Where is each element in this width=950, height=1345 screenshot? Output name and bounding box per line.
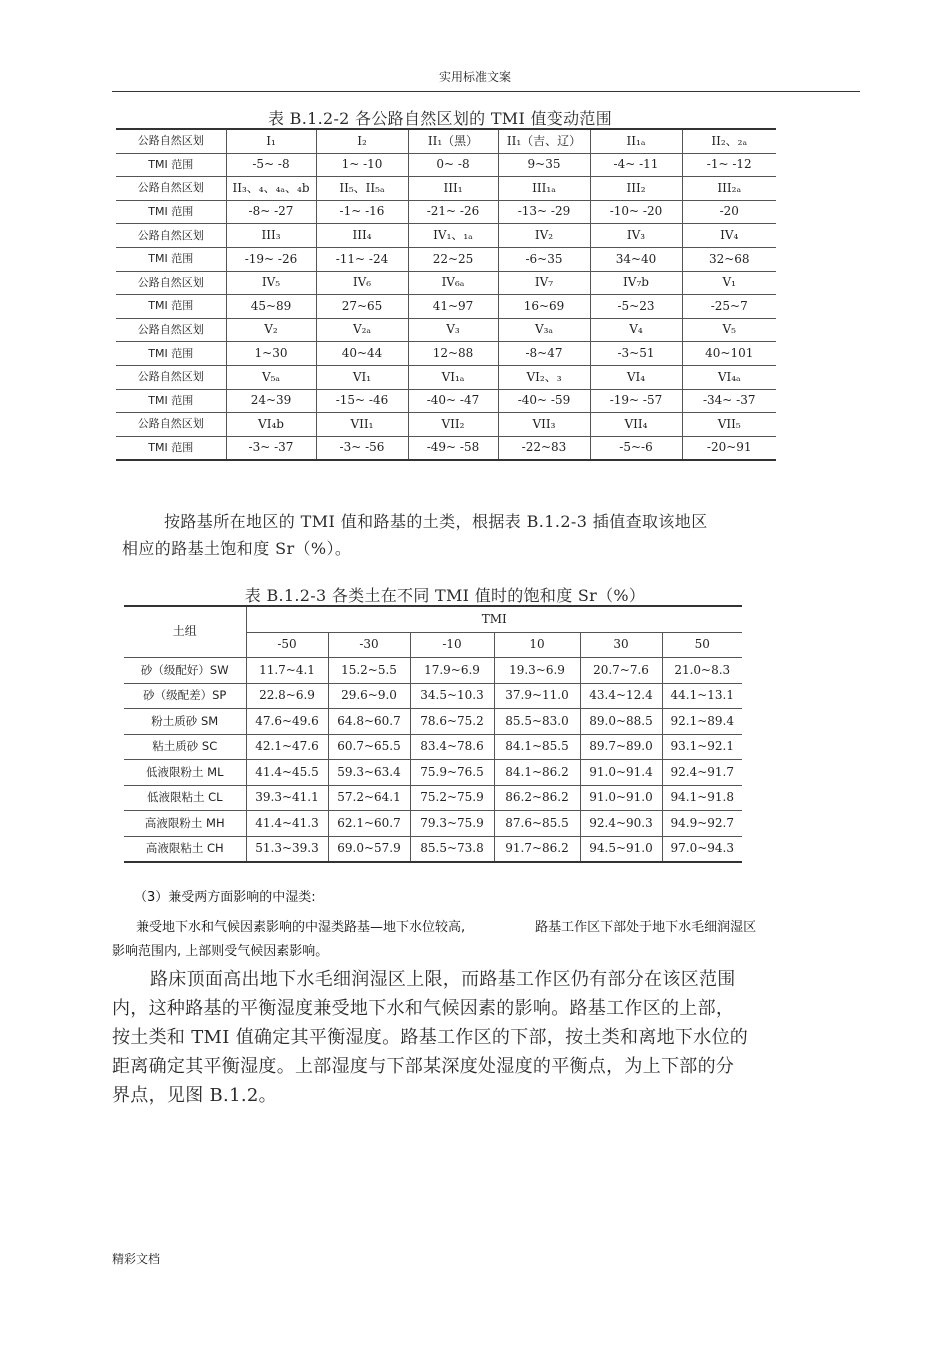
table-cell: I₂	[316, 129, 408, 153]
saturation-cell: 11.7~4.1	[246, 658, 328, 684]
table-cell: 24~39	[226, 389, 316, 413]
table-cell: -1~ -16	[316, 200, 408, 224]
table-cell: III₃	[226, 224, 316, 248]
saturation-cell: 39.3~41.1	[246, 785, 328, 811]
region-row	[116, 318, 776, 342]
region-row	[116, 224, 776, 248]
table-cell: -20~91	[682, 436, 776, 460]
row-label: 公路自然区划	[116, 365, 226, 389]
tmi-range-row	[116, 200, 776, 224]
table-cell: VI₂、₃	[498, 365, 590, 389]
table-cell: II₃、₄、₄ₐ、₄b	[226, 177, 316, 201]
soil-label: 高液限粉土 MH	[124, 811, 246, 837]
body-line-part: 路基工作区下部处于地下水毛细润湿区	[535, 920, 757, 935]
row-label: TMI 范围	[116, 342, 226, 366]
saturation-cell: 83.4~78.6	[410, 734, 494, 760]
saturation-cell: 92.1~89.4	[662, 709, 742, 735]
table-cell: -8~ -27	[226, 200, 316, 224]
paragraph-line: 按土类和 TMI 值确定其平衡湿度。路基工作区的下部，按土类和离地下水位的	[112, 1027, 749, 1048]
tmi-range-table	[116, 128, 776, 461]
table-cell: VI₄	[590, 365, 682, 389]
saturation-cell: 85.5~73.8	[410, 836, 494, 862]
table-cell: IV₁、₁ₐ	[408, 224, 498, 248]
page-footer: 精彩文档	[112, 1252, 161, 1266]
soil-label: 砂（级配差）SP	[124, 683, 246, 709]
table-cell: II₅、II₅ₐ	[316, 177, 408, 201]
saturation-cell: 92.4~90.3	[580, 811, 662, 837]
table-cell: -6~35	[498, 247, 590, 271]
paragraph-line: 内，这种路基的平衡湿度兼受地下水和气候因素的影响。路基工作区的上部，	[112, 998, 735, 1019]
tmi-value-header: -50	[246, 632, 328, 658]
table-cell: 1~ -10	[316, 153, 408, 177]
tmi-range-row	[116, 295, 776, 319]
saturation-cell: 20.7~7.6	[580, 658, 662, 684]
tmi-range-row	[116, 436, 776, 460]
saturation-cell: 89.0~88.5	[580, 709, 662, 735]
saturation-cell: 51.3~39.3	[246, 836, 328, 862]
row-label: 公路自然区划	[116, 271, 226, 295]
row-label: 公路自然区划	[116, 129, 226, 153]
table-cell: IV₅	[226, 271, 316, 295]
table-cell: -34~ -37	[682, 389, 776, 413]
body-line: 影响范围内, 上部则受气候因素影响。	[112, 944, 329, 959]
saturation-cell: 69.0~57.9	[328, 836, 410, 862]
saturation-cell: 78.6~75.2	[410, 709, 494, 735]
row-label: 公路自然区划	[116, 224, 226, 248]
table-cell: 0~ -8	[408, 153, 498, 177]
table-cell: 27~65	[316, 295, 408, 319]
row-label: TMI 范围	[116, 436, 226, 460]
table-cell: II₁ₐ	[590, 129, 682, 153]
table-cell: VII₃	[498, 413, 590, 437]
soil-row	[124, 683, 742, 709]
paragraph-line: 按路基所在地区的 TMI 值和路基的土类，根据表 B.1.2-3 插值查取该地区	[164, 512, 708, 531]
saturation-cell: 59.3~63.4	[328, 760, 410, 786]
table-cell: -3~ -56	[316, 436, 408, 460]
row-label: TMI 范围	[116, 389, 226, 413]
paragraph-line: 相应的路基土饱和度 Sr（%）。	[122, 539, 352, 558]
saturation-cell: 19.3~6.9	[494, 658, 580, 684]
saturation-cell: 41.4~41.3	[246, 811, 328, 837]
saturation-cell: 22.8~6.9	[246, 683, 328, 709]
table-cell: IV₂	[498, 224, 590, 248]
table-cell: IV₇b	[590, 271, 682, 295]
saturation-cell: 94.1~91.8	[662, 785, 742, 811]
saturation-cell: 89.7~89.0	[580, 734, 662, 760]
table-cell: V₂ₐ	[316, 318, 408, 342]
table-cell: -11~ -24	[316, 247, 408, 271]
table-cell: IV₃	[590, 224, 682, 248]
paragraph-line: 路床顶面高出地下水毛细润湿区上限，而路基工作区仍有部分在该区范围	[150, 969, 736, 990]
region-row	[116, 413, 776, 437]
table-cell: 22~25	[408, 247, 498, 271]
header-divider	[112, 91, 860, 92]
table-cell: -20	[682, 200, 776, 224]
body-line-part: 兼受地下水和气候因素影响的中湿类路基—地下水位较高,	[136, 920, 466, 935]
saturation-cell: 91.0~91.0	[580, 785, 662, 811]
table-cell: -40~ -47	[408, 389, 498, 413]
table-cell: VII₄	[590, 413, 682, 437]
table-cell: V₂	[226, 318, 316, 342]
saturation-cell: 60.7~65.5	[328, 734, 410, 760]
tmi-value-header: -30	[328, 632, 410, 658]
table-cell: IV₆	[316, 271, 408, 295]
saturation-cell: 21.0~8.3	[662, 658, 742, 684]
table-cell: -1~ -12	[682, 153, 776, 177]
table-cell: V₅ₐ	[226, 365, 316, 389]
tmi-header: TMI	[246, 606, 742, 632]
tmi-range-row	[116, 153, 776, 177]
table-cell: VII₁	[316, 413, 408, 437]
table-cell: -5~-6	[590, 436, 682, 460]
table1-caption: 表 B.1.2-2 各公路自然区划的 TMI 值变动范围	[268, 109, 612, 128]
saturation-cell: 86.2~86.2	[494, 785, 580, 811]
table-cell: II₁（吉、辽）	[498, 129, 590, 153]
row-label: 公路自然区划	[116, 177, 226, 201]
paragraph-line: 界点，见图 B.1.2。	[112, 1085, 277, 1106]
saturation-cell: 84.1~85.5	[494, 734, 580, 760]
table-cell: III₂ₐ	[682, 177, 776, 201]
table-cell: -5~ -8	[226, 153, 316, 177]
table-cell: -10~ -20	[590, 200, 682, 224]
balance-humidity-paragraph	[112, 965, 852, 1110]
table-cell: -15~ -46	[316, 389, 408, 413]
table-cell: VI₁	[316, 365, 408, 389]
table-cell: IV₄	[682, 224, 776, 248]
saturation-cell: 92.4~91.7	[662, 760, 742, 786]
saturation-cell: 94.5~91.0	[580, 836, 662, 862]
table-cell: II₂、₂ₐ	[682, 129, 776, 153]
table-cell: V₃	[408, 318, 498, 342]
saturation-cell: 41.4~45.5	[246, 760, 328, 786]
soil-label: 粘土质砂 SC	[124, 734, 246, 760]
table-cell: -3~51	[590, 342, 682, 366]
table-cell: I₁	[226, 129, 316, 153]
soil-row	[124, 836, 742, 862]
region-row	[116, 129, 776, 153]
table-cell: V₃ₐ	[498, 318, 590, 342]
tmi-instruction-paragraph	[122, 508, 784, 562]
table-cell: IV₆ₐ	[408, 271, 498, 295]
page-header-title: 实用标准文案	[438, 70, 511, 84]
saturation-cell: 15.2~5.5	[328, 658, 410, 684]
saturation-cell: 93.1~92.1	[662, 734, 742, 760]
row-label: TMI 范围	[116, 153, 226, 177]
table-cell: IV₇	[498, 271, 590, 295]
saturation-cell: 34.5~10.3	[410, 683, 494, 709]
saturation-cell: 85.5~83.0	[494, 709, 580, 735]
table-cell: 41~97	[408, 295, 498, 319]
table-cell: 16~69	[498, 295, 590, 319]
table-cell: -40~ -59	[498, 389, 590, 413]
region-row	[116, 271, 776, 295]
table-cell: II₁（黑）	[408, 129, 498, 153]
table-cell: 32~68	[682, 247, 776, 271]
table-cell: -4~ -11	[590, 153, 682, 177]
saturation-table	[124, 605, 742, 863]
saturation-cell: 17.9~6.9	[410, 658, 494, 684]
table-cell: -25~7	[682, 295, 776, 319]
table-cell: -19~ -57	[590, 389, 682, 413]
table-cell: VI₄b	[226, 413, 316, 437]
table-cell: -3~ -37	[226, 436, 316, 460]
saturation-cell: 94.9~92.7	[662, 811, 742, 837]
row-label: TMI 范围	[116, 200, 226, 224]
table-cell: V₅	[682, 318, 776, 342]
table-cell: 40~101	[682, 342, 776, 366]
table-cell: 12~88	[408, 342, 498, 366]
soil-label: 砂（级配好）SW	[124, 658, 246, 684]
section-heading: （3）兼受两方面影响的中湿类:	[134, 890, 316, 905]
soil-row	[124, 785, 742, 811]
saturation-cell: 75.9~76.5	[410, 760, 494, 786]
table-cell: 45~89	[226, 295, 316, 319]
table-cell: -21~ -26	[408, 200, 498, 224]
soil-row	[124, 709, 742, 735]
tmi-value-header: 50	[662, 632, 742, 658]
tmi-value-header: -10	[410, 632, 494, 658]
region-row	[116, 365, 776, 389]
saturation-cell: 75.2~75.9	[410, 785, 494, 811]
row-label: TMI 范围	[116, 295, 226, 319]
saturation-cell: 57.2~64.1	[328, 785, 410, 811]
tmi-range-row	[116, 247, 776, 271]
row-label: TMI 范围	[116, 247, 226, 271]
soil-label: 粉土质砂 SM	[124, 709, 246, 735]
soil-label: 高液限粘土 CH	[124, 836, 246, 862]
region-row	[116, 177, 776, 201]
tmi-range-row	[116, 342, 776, 366]
table-cell: -13~ -29	[498, 200, 590, 224]
saturation-cell: 79.3~75.9	[410, 811, 494, 837]
table-cell: -8~47	[498, 342, 590, 366]
saturation-cell: 42.1~47.6	[246, 734, 328, 760]
soil-row	[124, 658, 742, 684]
tmi-value-header: 10	[494, 632, 580, 658]
table-cell: -22~83	[498, 436, 590, 460]
saturation-cell: 84.1~86.2	[494, 760, 580, 786]
saturation-cell: 44.1~13.1	[662, 683, 742, 709]
table-cell: VI₁ₐ	[408, 365, 498, 389]
table-cell: -5~23	[590, 295, 682, 319]
table-cell: -49~ -58	[408, 436, 498, 460]
table-cell: 40~44	[316, 342, 408, 366]
table-cell: III₁ₐ	[498, 177, 590, 201]
soil-row	[124, 734, 742, 760]
saturation-cell: 43.4~12.4	[580, 683, 662, 709]
tmi-range-row	[116, 389, 776, 413]
table-cell: 1~30	[226, 342, 316, 366]
saturation-cell: 37.9~11.0	[494, 683, 580, 709]
saturation-cell: 29.6~9.0	[328, 683, 410, 709]
table-cell: V₄	[590, 318, 682, 342]
saturation-cell: 91.0~91.4	[580, 760, 662, 786]
table-cell: VII₂	[408, 413, 498, 437]
row-label: 公路自然区划	[116, 318, 226, 342]
saturation-cell: 64.8~60.7	[328, 709, 410, 735]
saturation-cell: 97.0~94.3	[662, 836, 742, 862]
table-cell: VI₄ₐ	[682, 365, 776, 389]
table-cell: III₄	[316, 224, 408, 248]
paragraph-line: 距离确定其平衡湿度。上部湿度与下部某深度处湿度的平衡点，为上下部的分	[112, 1056, 735, 1077]
body-line	[136, 916, 756, 935]
soil-row	[124, 760, 742, 786]
table-cell: III₁	[408, 177, 498, 201]
soil-row	[124, 811, 742, 837]
saturation-cell: 47.6~49.6	[246, 709, 328, 735]
table-cell: VII₅	[682, 413, 776, 437]
table-cell: III₂	[590, 177, 682, 201]
saturation-cell: 62.1~60.7	[328, 811, 410, 837]
table-cell: 34~40	[590, 247, 682, 271]
saturation-cell: 91.7~86.2	[494, 836, 580, 862]
table2-caption: 表 B.1.2-3 各类土在不同 TMI 值时的饱和度 Sr（%）	[244, 586, 646, 605]
tmi-value-header: 30	[580, 632, 662, 658]
table-cell: V₁	[682, 271, 776, 295]
soil-group-header: 土组	[124, 606, 246, 658]
table-cell: -19~ -26	[226, 247, 316, 271]
soil-label: 低液限粉土 ML	[124, 760, 246, 786]
table-cell: 9~35	[498, 153, 590, 177]
soil-label: 低液限粘土 CL	[124, 785, 246, 811]
row-label: 公路自然区划	[116, 413, 226, 437]
saturation-cell: 87.6~85.5	[494, 811, 580, 837]
